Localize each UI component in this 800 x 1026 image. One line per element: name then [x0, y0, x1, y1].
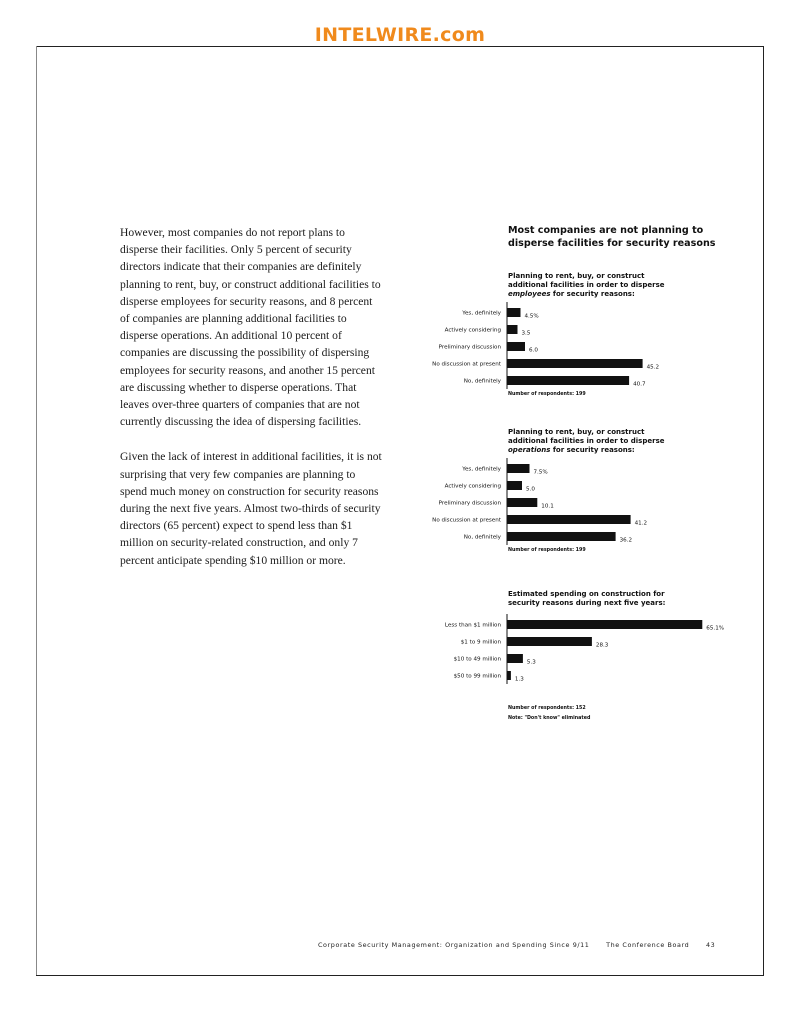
site-banner: INTELWIRE.com	[314, 24, 486, 46]
chart-3-bar	[507, 637, 592, 646]
figure-title	[508, 224, 748, 250]
chart-1-bar	[507, 342, 525, 351]
chart-1-bar	[507, 359, 643, 368]
chart-2-value-label: 41.2	[634, 520, 648, 527]
chart-3-note-2: Note: "Don't know" eliminated	[508, 716, 591, 721]
chart-1-title	[508, 272, 708, 299]
chart-2-value-label: 5.0	[526, 486, 535, 493]
page-footer	[318, 941, 729, 949]
chart-3-value-label: 5.3	[526, 659, 536, 666]
chart-2-bar	[507, 532, 616, 541]
chart-1-value-label: 3.5	[521, 330, 531, 337]
chart-2-operations	[0, 456, 800, 546]
chart-3-title-line-1: Estimated spending on construction for	[508, 590, 665, 598]
chart-2-note: Number of respondents: 199	[508, 548, 586, 553]
chart-1-title-line-1: Planning to rent, buy, or construct	[508, 272, 645, 280]
chart-2-title-line-3	[508, 446, 708, 455]
chart-1-category-label: No discussion at present	[432, 361, 501, 368]
figure-title-line-2: disperse facilities for security reasons	[508, 238, 716, 249]
chart-1-value-label: 6.0	[529, 347, 538, 354]
chart-2-bar	[507, 515, 631, 524]
chart-1-category-label: Preliminary discussion	[438, 344, 501, 351]
chart-3-title	[508, 590, 708, 608]
chart-1-category-label: Actively considering	[444, 327, 501, 334]
chart-1-category-label: Yes, definitely	[462, 310, 501, 317]
footer-publication: Corporate Security Management: Organization and Spending Since 9/11	[318, 941, 590, 949]
chart-1-note: Number of respondents: 199	[508, 392, 586, 397]
chart-2-category-label: No discussion at present	[432, 517, 501, 524]
chart-3-category-label: $1 to 9 million	[460, 639, 501, 646]
chart-2-title-emphasis: operations	[508, 446, 551, 454]
chart-3-title-line-2: security reasons during next five years:	[508, 599, 666, 607]
chart-1-title-line-3	[508, 290, 708, 299]
chart-2-category-label: Actively considering	[444, 483, 501, 490]
page-frame-bottom	[36, 975, 764, 976]
chart-1-value-label: 45.2	[646, 364, 660, 371]
chart-1-title-tail: for security reasons:	[550, 290, 635, 298]
chart-2-title-tail: for security reasons:	[550, 446, 635, 454]
chart-1-value-label: 4.5%	[524, 313, 539, 320]
chart-3-bar	[507, 671, 511, 680]
chart-2-title-line-2: additional facilities in order to disperse	[508, 437, 665, 445]
body-paragraph-1: However, most companies do not report plans to disperse their facilities. Only 5 percent of security directors indicate that their companies are definitely planning to rent, buy, or construct additional facilities to disperse employees for security reasons, and 8 percent of companies are planning additional facilities to disperse operations. An additional 10 percent of companies are discussing the possibility of dispersing employees for security reasons, and another 15 percent are discussing whether to disperse operations. That leaves over-three quarters of companies that are not currently discussing the idea of dispersing facilities.	[120, 226, 381, 429]
chart-3-value-label: 1.3	[514, 676, 524, 683]
chart-2-title	[508, 428, 708, 455]
chart-3-category-label: Less than $1 million	[444, 622, 501, 629]
chart-3-note: Number of respondents: 152	[508, 706, 586, 711]
chart-2-value-label: 7.5%	[533, 469, 548, 476]
chart-3-spending	[0, 612, 800, 700]
chart-2-value-label: 10.1	[541, 503, 554, 510]
chart-2-value-label: 36.2	[619, 537, 633, 544]
chart-2-bar	[507, 464, 530, 473]
chart-1-employees	[0, 300, 800, 390]
chart-3-category-label: $10 to 49 million	[453, 656, 501, 663]
chart-2-category-label: No, definitely	[463, 534, 501, 541]
chart-3-bar	[507, 654, 523, 663]
chart-3-bar	[507, 620, 702, 629]
chart-1-value-label: 40.7	[633, 381, 646, 388]
body-paragraph-2: Given the lack of interest in additional facilities, it is not surprising that very few companies are planning to spend much money on construction for security reasons during the next five years. Almost two-thirds of security directors (65 percent) expect to spend less than $1 million on security-related construction, and only 7 percent anticipate spending $10 million or more.	[120, 450, 382, 567]
page-frame-top	[36, 46, 764, 47]
chart-1-title-emphasis: employees	[508, 290, 551, 298]
chart-2-title-line-1: Planning to rent, buy, or construct	[508, 428, 645, 436]
chart-1-bar	[507, 325, 518, 334]
chart-2-bar	[507, 498, 537, 507]
chart-3-category-label: $50 to 99 million	[453, 673, 501, 680]
chart-1-bar	[507, 376, 629, 385]
figure-title-line-1: Most companies are not planning to	[508, 225, 704, 236]
chart-1-title-line-2: additional facilities in order to disperse	[508, 281, 665, 289]
footer-page-number: 43	[705, 941, 716, 949]
chart-3-value-label: 28.3	[595, 642, 609, 649]
chart-1-category-label: No, definitely	[463, 378, 501, 385]
chart-2-category-label: Preliminary discussion	[438, 500, 501, 507]
chart-2-bar	[507, 481, 522, 490]
footer-publisher: The Conference Board	[606, 941, 690, 949]
chart-1-bar	[507, 308, 521, 317]
chart-3-value-label: 65.1%	[706, 625, 725, 632]
chart-2-category-label: Yes, definitely	[462, 466, 501, 473]
